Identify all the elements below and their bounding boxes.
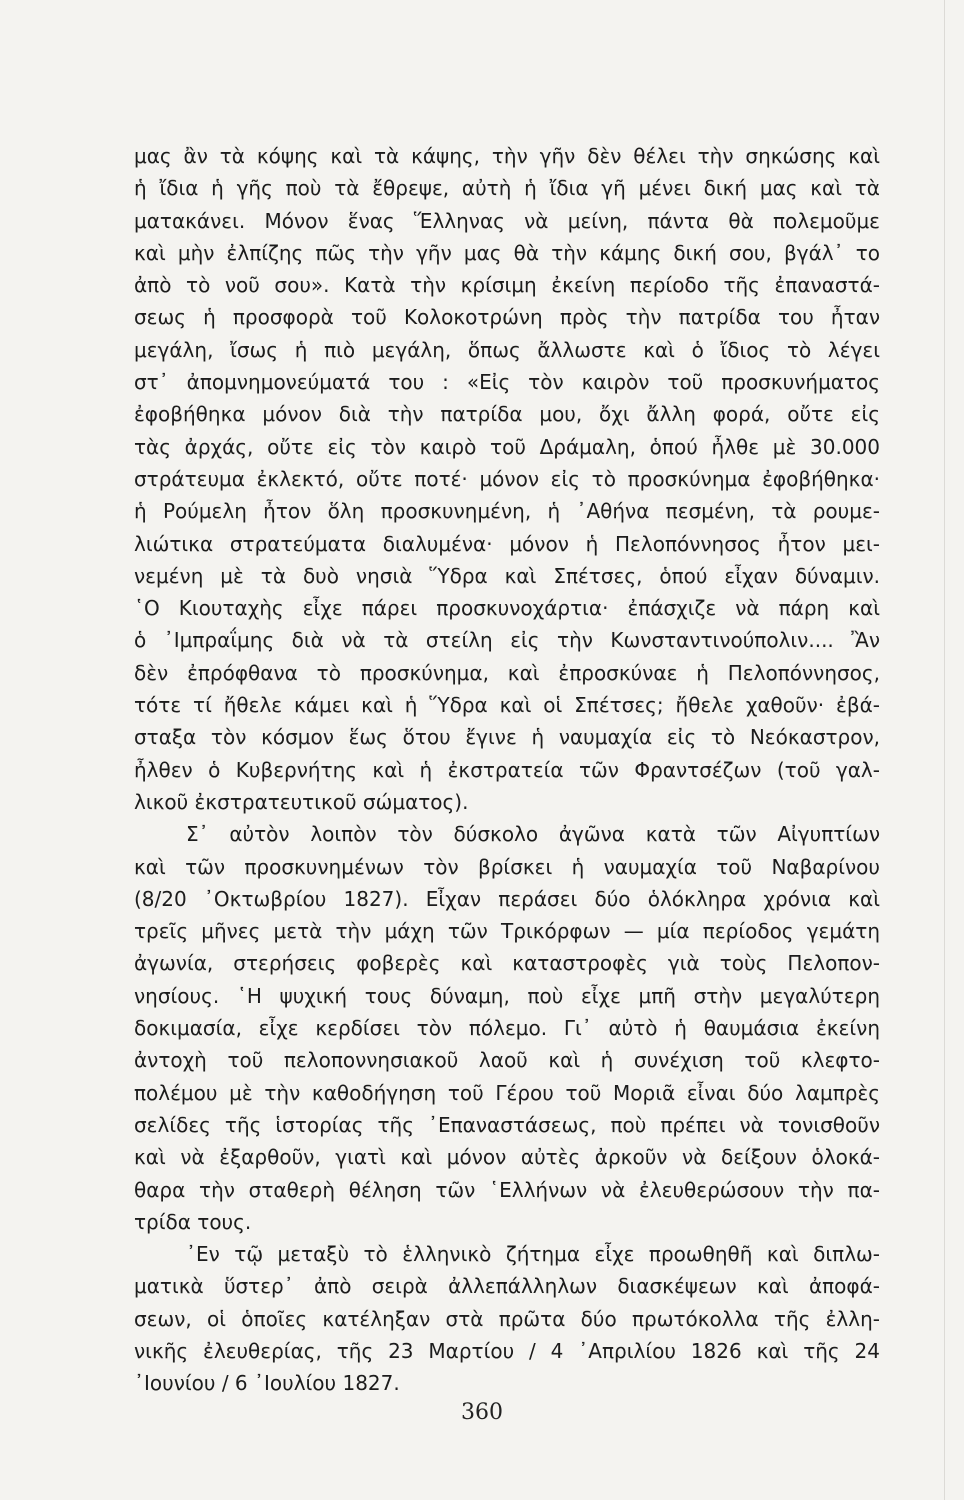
text-line: τότε τί ἤθελε κάμει καὶ ἡ Ὕδρα καὶ οἱ Σπέτσες; ἤθελε χαθοῦν· ἐβά-	[134, 693, 880, 718]
text-line: ἀγωνία, στερήσεις φοβερὲς καὶ καταστροφὲς γιὰ τοὺς Πελοπον-	[134, 951, 880, 976]
text-line: μεγάλη, ἴσως ἡ πιὸ μεγάλη, ὅπως ἄλλωστε καὶ ὁ ἴδιος τὸ λέγει	[134, 337, 880, 362]
text-line: τρίδα τους.	[134, 1209, 252, 1234]
text-line: ᾽Ιουνίου / 6 ᾽Ιουλίου 1827.	[134, 1371, 400, 1396]
text-line: ὁ ᾽Ιμπραΐμης διὰ νὰ τὰ στείλη εἰς τὴν Κωνσταντινούπολιν.... Ἂν	[134, 628, 880, 653]
text-line: μας ἂν τὰ κόψης καὶ τὰ κάψης, τὴν γῆν δὲν θέλει τὴν σηκώσης καὶ	[134, 144, 880, 168]
text-line: ματακάνει. Μόνον ἕνας Ἕλληνας νὰ μείνη, πάντα θὰ πολεμοῦμε	[134, 208, 880, 233]
text-line: σεων, οἱ ὁποῖες κατέληξαν στὰ πρῶτα δύο πρωτόκολλα τῆς ἐλλη-	[134, 1306, 880, 1331]
text-line: ἡ Ρούμελη ἦτον ὅλη προσκυνημένη, ἡ ᾽Αθήνα πεσμένη, τὰ ρουμε-	[134, 499, 880, 524]
text-line: τρεῖς μῆνες μετὰ τὴν μάχη τῶν Τρικόρφων — μία περίοδος γεμάτη	[134, 919, 880, 944]
text-line: στράτευμα ἐκλεκτό, οὔτε ποτέ· μόνον εἰς τὸ προσκύνημα ἐφοβήθηκα·	[134, 466, 880, 491]
text-line: λικοῦ ἐκστρατευτικοῦ σώματος).	[134, 789, 469, 814]
text-line: καὶ νὰ ἐξαρθοῦν, γιατὶ καὶ μόνον αὐτὲς ἀρκοῦν νὰ δείξουν ὁλοκά-	[134, 1145, 880, 1170]
text-line: πολέμου μὲ τὴν καθοδήγηση τοῦ Γέρου τοῦ Μοριᾶ εἶναι δύο λαμπρὲς	[134, 1080, 880, 1105]
paragraph-start-line: Σ᾽ αὐτὸν λοιπὸν τὸν δύσκολο ἀγῶνα κατὰ τῶν Αἰγυπτίων	[186, 822, 880, 847]
text-line: νησίους. ῾Η ψυχική τους δύναμη, ποὺ εἶχε μπῆ στὴν μεγαλύτερη	[134, 983, 880, 1008]
text-line: νικῆς ἐλευθερίας, τῆς 23 Μαρτίου / 4 ᾽Απριλίου 1826 καὶ τῆς 24	[134, 1338, 880, 1363]
text-line: σελίδες τῆς ἱστορίας τῆς ᾽Επαναστάσεως, ποὺ πρέπει νὰ τονισθοῦν	[134, 1112, 880, 1137]
text-line: σεως ἡ προσφορὰ τοῦ Κολοκοτρώνη πρὸς τὴν πατρίδα του ἦταν	[134, 305, 880, 330]
text-line: ἀντοχὴ τοῦ πελοποννησιακοῦ λαοῦ καὶ ἡ συνέχιση τοῦ κλεφτο-	[134, 1048, 880, 1073]
text-line: ῾Ο Κιουταχὴς εἶχε πάρει προσκυνοχάρτια· ἐπάσχιζε νὰ πάρη καὶ	[134, 596, 880, 621]
text-line: σταξα τὸν κόσμον ἕως ὅτου ἔγινε ἡ ναυμαχία εἰς τὸ Νεόκαστρον,	[134, 725, 880, 750]
paragraph-start-line: ᾽Εν τῷ μεταξὺ τὸ ἑλληνικὸ ζήτημα εἶχε προωθηθῆ καὶ διπλω-	[186, 1242, 880, 1267]
text-line: καὶ μὴν ἐλπίζης πῶς τὴν γῆν μας θὰ τὴν κάμης δική σου, βγάλ᾽ το	[134, 240, 880, 265]
text-line: ἡ ἴδια ἡ γῆς ποὺ τὰ ἔθρεψε, αὐτὴ ἡ ἴδια γῆ μένει δική μας καὶ τὰ	[134, 176, 880, 201]
text-line: τὰς ἀρχάς, οὔτε εἰς τὸν καιρὸ τοῦ Δράμαλη, ὁπού ἦλθε μὲ 30.000	[134, 434, 880, 459]
text-line: ἐφοβήθηκα μόνον διὰ τὴν πατρίδα μου, ὄχι ἄλλη φορά, οὔτε εἰς	[134, 402, 880, 427]
text-line: καὶ τῶν προσκυνημένων τὸν βρίσκει ἡ ναυμαχία τοῦ Ναβαρίνου	[134, 854, 880, 879]
text-line: στ᾽ ἀπομνημονεύματά του : «Εἰς τὸν καιρὸν τοῦ προσκυνήματος	[134, 370, 880, 395]
page-number: 360	[461, 1400, 503, 1425]
text-line: ἀπὸ τὸ νοῦ σου». Κατὰ τὴν κρίσιμη ἐκείνη περίοδο τῆς ἐπαναστά-	[134, 273, 880, 298]
text-line: λιώτικα στρατεύματα διαλυμένα· μόνον ἡ Πελοπόννησος ἦτον μει-	[134, 531, 880, 556]
text-line: θαρα τὴν σταθερὴ θέληση τῶν ῾Ελλήνων νὰ ἐλευθερώσουν τὴν πα-	[134, 1177, 880, 1202]
text-line: δὲν ἐπρόφθανα τὸ προσκύνημα, καὶ ἐπροσκύναε ἡ Πελοπόννησος,	[134, 660, 880, 685]
text-line: ἦλθεν ὁ Κυβερνήτης καὶ ἡ ἐκστρατεία τῶν Φραντσέζων (τοῦ γαλ-	[134, 757, 880, 782]
text-line: ματικὰ ὕστερ᾽ ἀπὸ σειρὰ ἀλλεπάλληλων διασκέψεων καὶ ἀποφά-	[134, 1274, 880, 1299]
text-line: δοκιμασία, εἶχε κερδίσει τὸν πόλεμο. Γι᾽ αὐτὸ ἡ θαυμάσια ἐκείνη	[134, 1016, 880, 1041]
text-line: (8/20 ᾽Οκτωβρίου 1827). Εἶχαν περάσει δύο ὁλόκληρα χρόνια καὶ	[134, 886, 880, 911]
page-edge-divider	[944, 0, 945, 1500]
body-text	[134, 140, 880, 1400]
text-line: νεμένη μὲ τὰ δυὸ νησιὰ Ὕδρα καὶ Σπέτσες, ὁπού εἶχαν δύναμιν.	[134, 563, 880, 588]
